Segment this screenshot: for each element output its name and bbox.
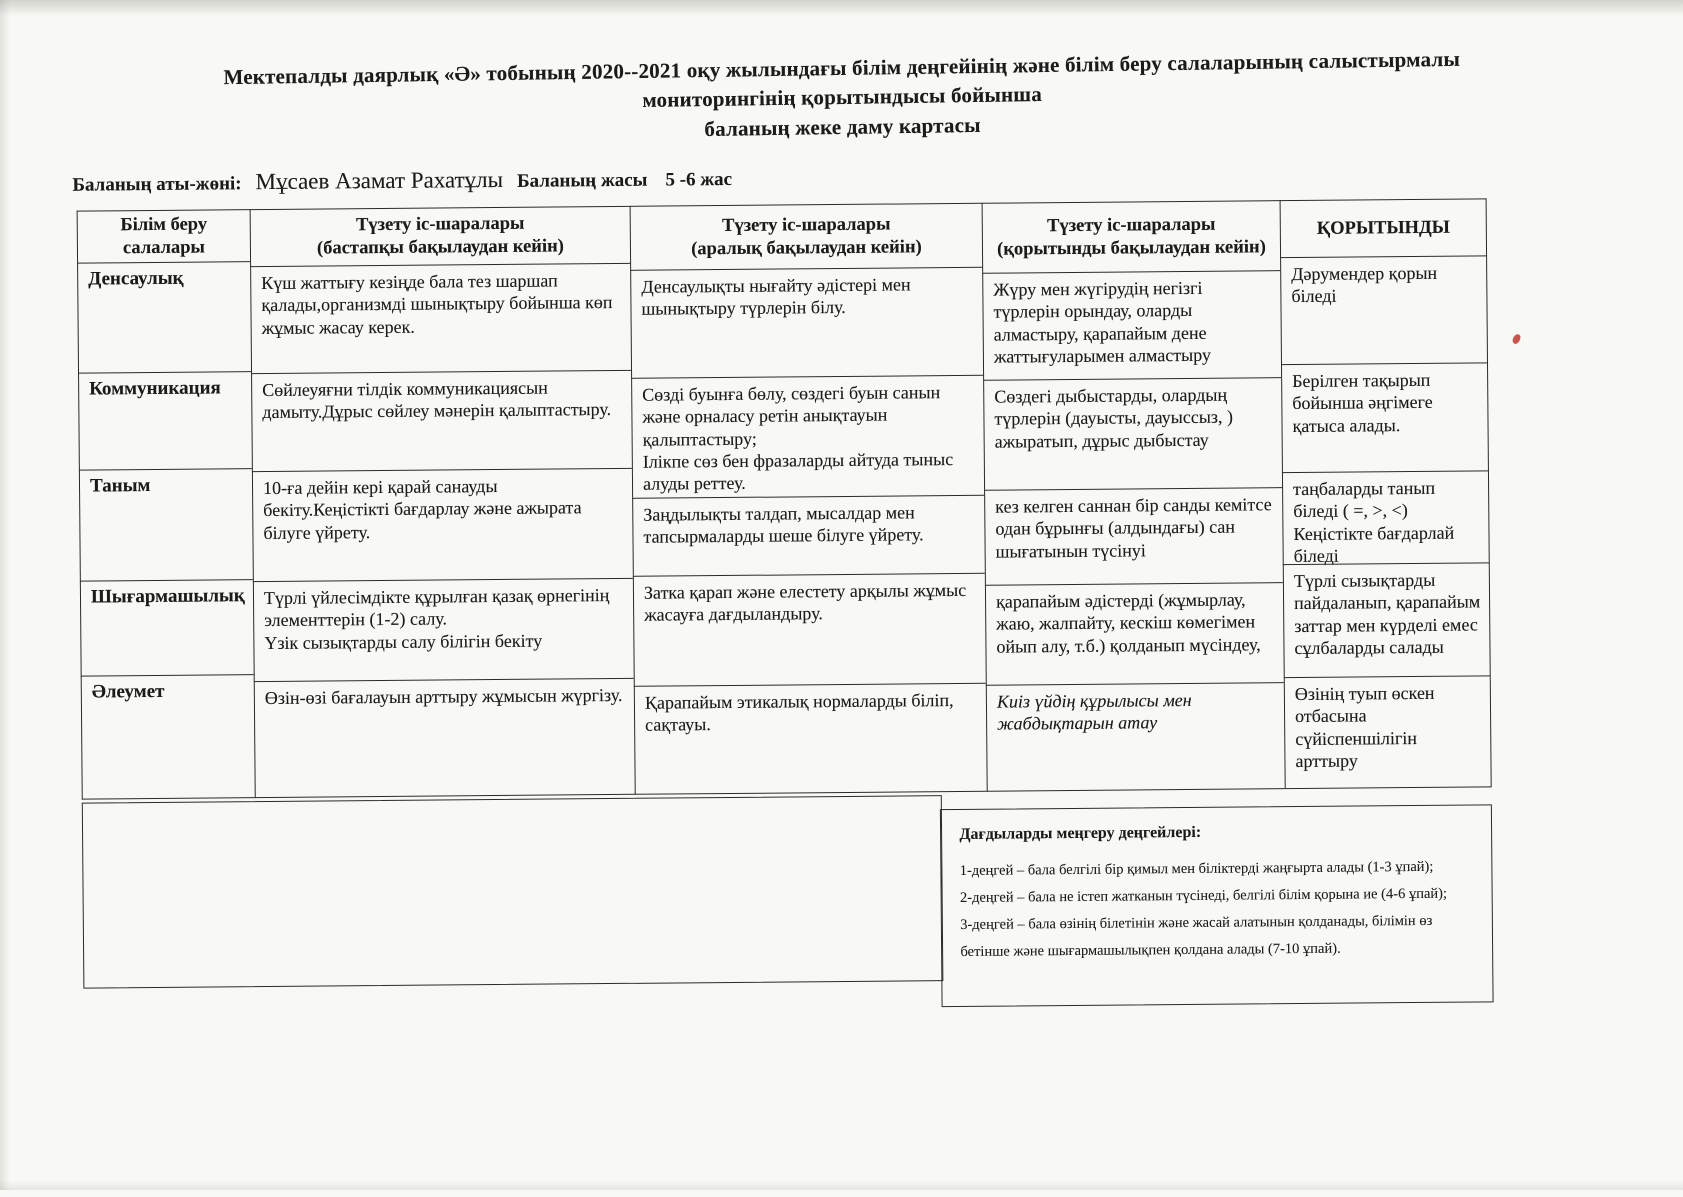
cell-creativity-final: қарапайым әдістерді (жұмырлау, жаю, жалпайту, кескіш көмегімен ойып алу, т.б.) қолданып мүсіндеу, — [985, 582, 1284, 685]
header-corrective-initial: Түзету іс-шаралары (бастапқы бақылаудан кейін) — [250, 206, 630, 266]
skill-levels-box — [940, 805, 1493, 1008]
column-education-areas — [77, 209, 255, 799]
cell-cognition-interim: Заңдылықты талдап, мысалдар мен тапсырмаларды шеше білуге үйрету. — [632, 495, 985, 576]
document-title — [65, 42, 1619, 153]
header-education-areas: Білім беру салалары — [77, 209, 250, 263]
cell-social-final: Киіз үйдің құрылысы мен жабдықтарын атау — [986, 682, 1285, 792]
skill-level-2: 2-деңгей – бала не істеп жатканын түсінеді, белгілі білім қорына ие (4-6 ұпай); — [959, 885, 1448, 906]
cell-social-initial: Өзін-өзі бағалауын арттыру жұмысын жүргізу. — [254, 678, 635, 798]
conclusion-communication: Берілген тақырып бойынша әңгімеге қатыса алады. — [1281, 363, 1489, 473]
skill-levels-heading: Дағдыларды меңгеру деңгейлері: — [959, 824, 1202, 844]
skill-levels-list — [960, 854, 1479, 966]
header-corrective-final: Түзету іс-шаралары (қорытынды бақылаудан кейін) — [982, 200, 1281, 273]
conclusion-health: Дәрумендер қорын біледі — [1280, 256, 1488, 365]
title-line-3: баланың жеке даму картасы — [704, 112, 981, 141]
legend-band — [82, 791, 1494, 1015]
cell-health-initial: Күш жаттығу кезіңде бала тез шаршап қалады,организмді шынықтыру бойынша көп жұмыс жасау керек. — [250, 263, 631, 373]
column-conclusion — [1280, 199, 1492, 790]
cell-social-interim: Қарапайым этикалық нормаларды біліп, сақтауы. — [634, 683, 987, 795]
cell-cognition-final: кез келген саннан бір санды кемітсе одан бұрынғы (алдындағы) сан шығатынын түсінуі — [984, 487, 1283, 585]
cell-communication-interim: Сөзді буынға бөлу, сөздегі буын санын және орналасу ретін анықтауын қалыптастыру; Ілікпе сөз бен фразаларды айтуда тыныс алуды реттеу. — [631, 375, 984, 498]
child-age-value: 5 -6 жас — [665, 169, 733, 191]
category-creativity: Шығармашылық — [80, 579, 254, 676]
category-communication: Коммуникация — [78, 371, 252, 470]
title-line-1: Мектепалды даярлық «Ә» тобының 2020--2021 оқу жылындағы білім деңгейінің және білім беру салаларының салыстырмалы — [223, 46, 1461, 90]
child-name-value: Мұсаев Азамат Рахатұлы — [255, 167, 504, 195]
column-corrective-interim — [630, 203, 987, 795]
development-table — [77, 197, 1683, 800]
cell-creativity-interim: Затка қарап және елестету арқылы жұмыс жасауға дағдыландыру. — [633, 573, 986, 686]
skill-level-3: 3-деңгей – бала өзінің білетінін және жасай алатынын қолданады, білімін өз бетінше және шығармашылықпен қолдана алады (7-10 ұпай). — [960, 912, 1433, 960]
child-name-label: Баланың аты-жөні: — [72, 173, 242, 196]
legend-empty-cell — [82, 795, 944, 988]
category-cognition: Таным — [79, 468, 253, 581]
column-corrective-final — [982, 200, 1285, 792]
cell-health-interim: Денсаулықты нығайту әдістері мен шынықтыру түрлерін білу. — [630, 267, 983, 378]
cell-health-final: Жүру мен жүгірудің негізгі түрлерін орындау, оларды алмастыру, қарапайым дене жаттығуларымен алмастыру — [982, 270, 1281, 380]
header-conclusion: ҚОРЫТЫНДЫ — [1280, 199, 1487, 258]
column-corrective-initial — [250, 206, 635, 798]
conclusion-creativity: Түрлі сызықтарды пайдаланып, қарапайым заттар мен күрделі емес сұлбаларды салады — [1283, 563, 1491, 678]
skill-level-1: 1-деңгей – бала белгілі бір қимыл мен біліктерді жаңғырта алады (1-3 ұпай); — [959, 859, 1434, 880]
header-corrective-interim: Түзету іс-шаралары (аралық бақылаудан кейін) — [630, 203, 983, 270]
title-line-2: мониторингінің қорытындысы бойынша — [642, 82, 1043, 113]
student-info-line — [72, 157, 1679, 197]
category-social: Әлеумет — [81, 674, 255, 800]
cell-creativity-initial: Түрлі үйлесімдікте құрылған қазақ өрнегінің элементтерін (1-2) салу. Үзік сызықтарды салу білігін бекіту — [253, 578, 634, 681]
child-age-label: Баланың жасы — [516, 169, 648, 192]
category-health: Денсаулық — [77, 261, 251, 373]
cell-cognition-initial: 10-ға дейін кері қарай санауды бекіту.Кеңістікті бағдарлау және ажырата білуге үйрету. — [252, 468, 633, 581]
cell-communication-initial: Сөйлеуяғни тілдік коммуникациясын дамыту.Дұрыс сөйлеу мәнерін қалыптастыру. — [251, 370, 632, 471]
conclusion-cognition: таңбаларды танып біледі ( =, >, <) Кеңістікте бағдарлай біледі — [1282, 471, 1490, 565]
cell-communication-final: Сөздегі дыбыстарды, олардың түрлерін (дауысты, дауыссыз, ) ажыратып, дұрыс дыбыстау — [983, 377, 1282, 490]
conclusion-social: Өзінің туып өскен отбасына сүйіспеншілігін арттыру — [1284, 676, 1492, 790]
